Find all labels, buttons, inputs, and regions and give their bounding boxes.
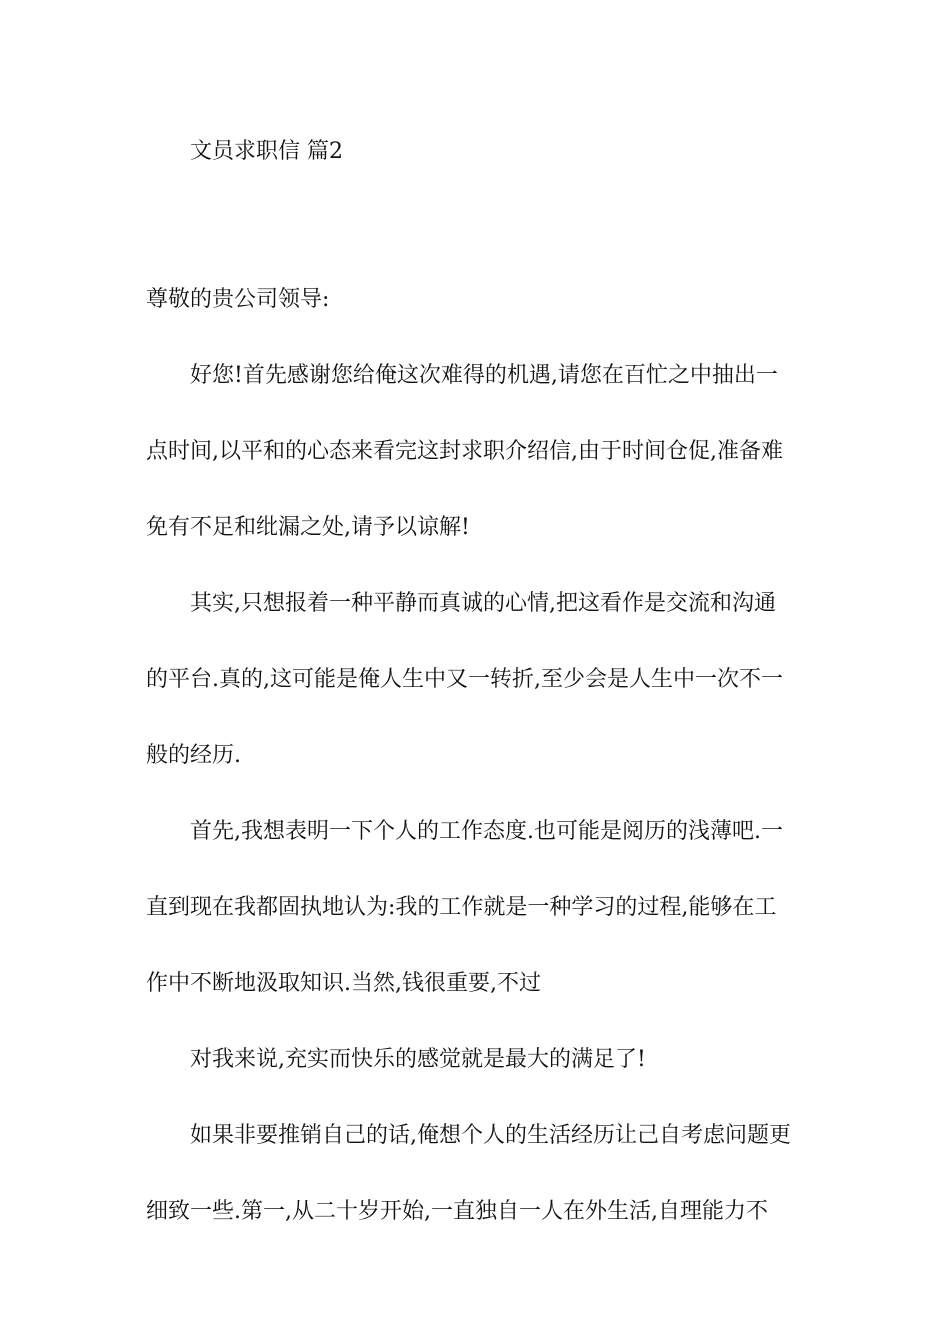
paragraph-2-line-3: 般的经历.: [146, 743, 241, 768]
paragraph-5-line-2: 细致一些.第一,从二十岁开始,一直独自一人在外生活,自理能力不: [146, 1199, 768, 1224]
paragraph-1-line-2: 点时间,以平和的心态来看完这封求职介绍信,由于时间仓促,准备难: [146, 439, 783, 464]
salutation: 尊敬的贵公司领导:: [146, 287, 330, 312]
document-heading: 文员求职信 篇2: [190, 139, 343, 164]
letter-body: [146, 280, 810, 1232]
paragraph-2-line-1: 其实,只想报着一种平静而真诚的心情,把这看作是交流和沟通: [190, 591, 776, 616]
paragraph-3-line-2: 直到现在我都固执地认为:我的工作就是一种学习的过程,能够在工: [146, 895, 777, 920]
paragraph-3-line-3: 作中不断地汲取知识.当然,钱很重要,不过: [146, 971, 541, 996]
paragraph-4-line-1: 对我来说,充实而快乐的感觉就是最大的满足了!: [190, 1047, 646, 1072]
paragraph-1-line-1: 好您!首先感谢您给俺这次难得的机遇,请您在百忙之中抽出一: [190, 363, 778, 388]
paragraph-2-line-2: 的平台.真的,这可能是俺人生中又一转折,至少会是人生中一次不一: [146, 667, 783, 692]
paragraph-1-line-3: 免有不足和纰漏之处,请予以谅解!: [146, 515, 470, 540]
paragraph-5-line-1: 如果非要推销自己的话,俺想个人的生活经历让己自考虑问题更: [190, 1123, 791, 1148]
paragraph-3-line-1: 首先,我想表明一下个人的工作态度.也可能是阅历的浅薄吧.一: [190, 819, 783, 844]
